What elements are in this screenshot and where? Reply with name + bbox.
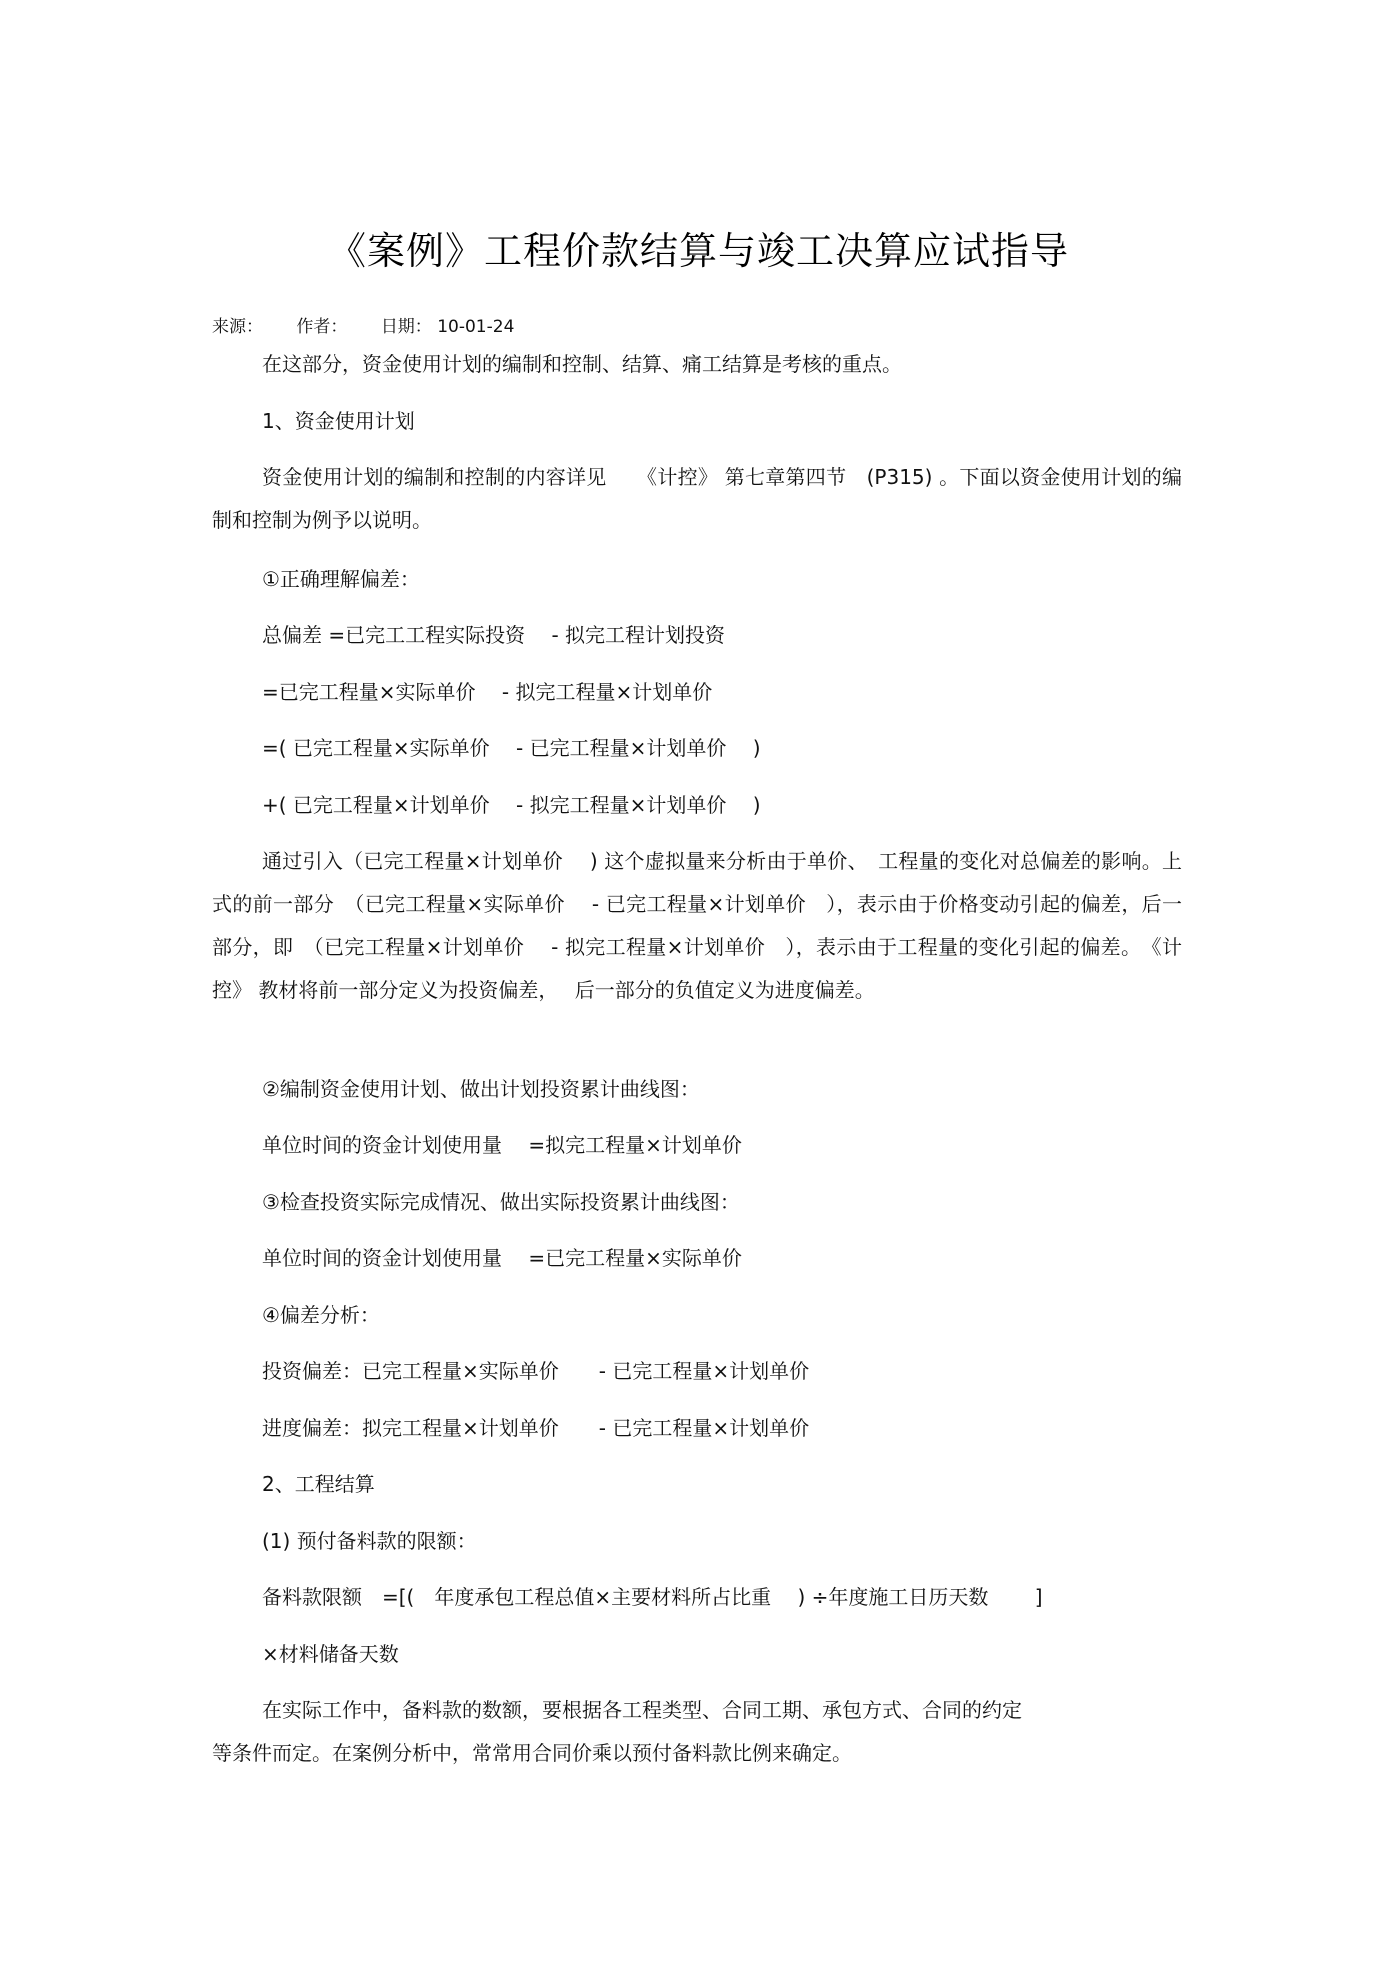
paragraph-practice-line-2: 等条件而定。在案例分析中，常常用合同价乘以预付备料款比例来确定。 [212, 1741, 852, 1765]
subheading-deviation: ①正确理解偏差： [262, 567, 420, 591]
document-title: 《案例》工程价款结算与竣工决算应试指导 [327, 229, 1069, 273]
formula-planned-usage: 单位时间的资金计划使用量 =拟完工程量×计划单价 [262, 1133, 742, 1157]
formula-total-deviation: 总偏差 =已完工工程实际投资 - 拟完工程计划投资 [262, 623, 726, 647]
document-meta [212, 312, 542, 337]
formula-line-2: =已完工程量×实际单价 - 拟完工程量×计划单价 [262, 680, 713, 704]
formula-prepayment-limit: 备料款限额 =[( 年度承包工程总值×主要材料所占比重 ) ÷年度施工日历天数 ] [262, 1585, 1043, 1609]
paragraph-practice-line-1: 在实际工作中，备料款的数额，要根据各工程类型、合同工期、承包方式、合同的约定 [262, 1698, 1022, 1722]
paragraph-funding-plan: 资金使用计划的编制和控制的内容详见 《计控》 第七章第四节 (P315) 。下面以资金使用计划的编制和控制为例予以说明。 [212, 465, 1182, 532]
meta-author: 作者： [296, 317, 348, 337]
formula-line-4: +( 已完工程量×计划单价 - 拟完工程量×计划单价 ) [262, 793, 761, 817]
formula-storage-days: ×材料储备天数 [262, 1642, 399, 1666]
paragraph-deviation-explanation: 通过引入（已完工程量×计划单价 ) 这个虚拟量来分析由于单价、 工程量的变化对总偏差的影响。上式的前一部分 （已完工程量×实际单价 - 已完工程量×计划单价 ），表示由于价格变动引起的偏差，后一部分，即 （已完工程量×计划单价 - 拟完工程量×计划单价 ），表示由于工程量的变化引起的偏差。 《计控》 教材将前一部分定义为投资偏差， 后一部分的负值定义为进度偏差。 [212, 849, 1182, 1002]
subheading-plan-curve: ②编制资金使用计划、做出计划投资累计曲线图： [262, 1077, 700, 1101]
formula-line-3: =( 已完工程量×实际单价 - 已完工程量×计划单价 ) [262, 736, 761, 760]
formula-schedule-deviation: 进度偏差：拟完工程量×计划单价 - 已完工程量×计划单价 [262, 1416, 810, 1440]
subheading-actual-curve: ③检查投资实际完成情况、做出实际投资累计曲线图： [262, 1190, 740, 1214]
section-heading-1: 1、资金使用计划 [262, 409, 415, 433]
section-heading-2: 2、工程结算 [262, 1472, 375, 1496]
intro-paragraph: 在这部分，资金使用计划的编制和控制、结算、痛工结算是考核的重点。 [262, 352, 902, 376]
formula-actual-usage: 单位时间的资金计划使用量 =已完工程量×实际单价 [262, 1246, 742, 1270]
meta-date: 日期： 10-01-24 [380, 317, 515, 337]
subheading-prepayment-limit: (1) 预付备料款的限额： [262, 1529, 477, 1553]
meta-source: 来源： [212, 317, 263, 337]
subheading-deviation-analysis: ④偏差分析： [262, 1303, 380, 1327]
formula-investment-deviation: 投资偏差：已完工程量×实际单价 - 已完工程量×计划单价 [262, 1359, 810, 1383]
